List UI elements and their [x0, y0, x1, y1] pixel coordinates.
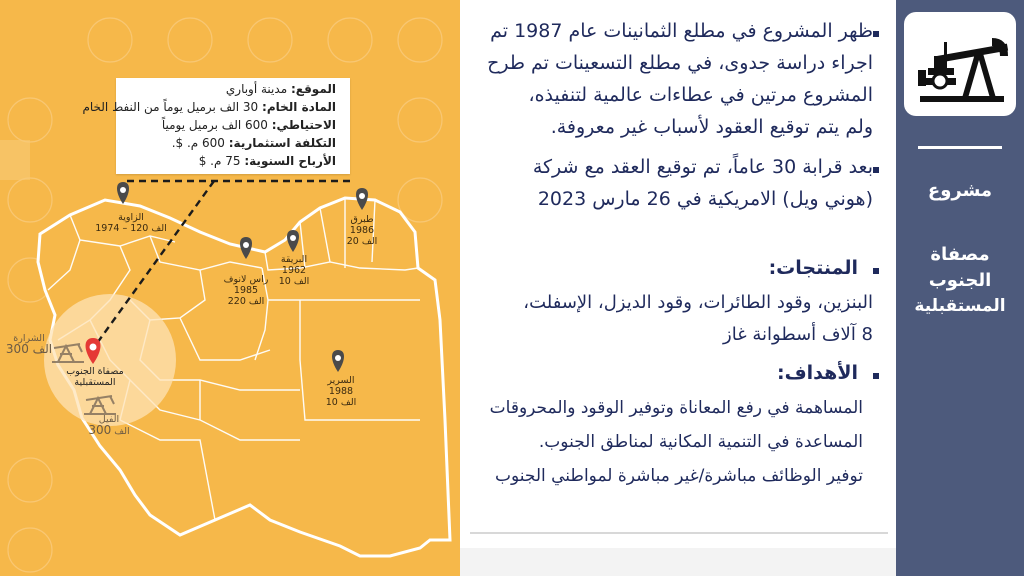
label-brega: البريقة 1962 10 الف	[278, 254, 310, 287]
label-sarir: السرير 1988 10 الف	[325, 375, 357, 408]
label-sharara: الشرارة 300 الف	[5, 333, 53, 356]
bullet-1	[873, 31, 879, 37]
label-refinery: مصفاة الجنوب المستقبلية	[66, 366, 124, 388]
p2-line-1: بعد قرابة 30 عاماً، تم توقيع العقد مع شركة	[532, 156, 873, 178]
sidebar-title-3: الجنوب	[928, 270, 992, 291]
sidebar-title-4: المستقبلية	[914, 296, 1006, 316]
products-heading: المنتجات:	[768, 257, 858, 279]
p1-line-2: اجراء دراسة جدوى، في مطلع التسعينات تم طرح	[487, 52, 873, 74]
info-location: الموقع: مدينة أوباري	[225, 82, 336, 96]
goals-line-1: المساهمة في رفع المعاناة وتوفير الوقود والمحروقات	[489, 398, 863, 418]
zawiya-pin	[117, 182, 129, 204]
goals-line-2: المساعدة في التنمية المكانية لمناطق الجنوب.	[538, 432, 863, 452]
info-profit: الأرباح السنوية: 75 م. $	[198, 154, 336, 168]
sidebar-title-1: مشروع	[927, 180, 993, 201]
bullet-4	[873, 373, 879, 379]
info-cost: التكلفة استثمارية: 600 م. $.	[171, 136, 336, 150]
p1-line-4: ولم يتم توقيع العقود لأسباب غير معروفة.	[550, 116, 873, 138]
label-raslanuf: راس لانوف 1985 220 الف	[223, 274, 269, 307]
oil-pump-icon	[904, 12, 1016, 116]
p1-line-1: ظهر المشروع في مطلع الثمانينات عام 1987 تم	[490, 20, 873, 42]
refinery-area-highlight	[44, 294, 176, 426]
icon-card	[904, 12, 1016, 116]
map-panel	[0, 0, 460, 576]
p2-line-2: (هوني ويل) الامريكية في 26 مارس 2023	[537, 188, 873, 210]
sidebar-title-2: مصفاة	[930, 244, 990, 265]
label-zawiya: الزاوية 1974 – 120 الف	[95, 212, 167, 234]
content-divider	[470, 532, 888, 534]
info-capacity: الاحتياطي: 600 الف برميل يومياً	[161, 118, 336, 132]
label-feel: الفيل 300 الف	[88, 414, 130, 437]
bullet-2	[873, 167, 879, 173]
label-tobruk: طبرق 1986 20 الف	[346, 214, 378, 247]
refinery-info-card	[82, 78, 350, 174]
content-footer-strip	[460, 548, 896, 576]
products-line-2: 8 آلاف أسطوانة غاز	[723, 324, 873, 345]
info-feed: المادة الخام: 30 الف برميل يوماً من النفط الخام	[82, 100, 336, 114]
bullet-3	[873, 268, 879, 274]
goals-heading: الأهداف:	[777, 362, 858, 384]
sidebar-divider	[918, 146, 1002, 149]
p1-line-3: المشروع مرتين في عطاءات عالمية لتنفيذه،	[528, 84, 873, 106]
goals-line-3: توفير الوظائف مباشرة/غير مباشرة لمواطني الجنوب	[494, 466, 863, 486]
decorative-strip	[0, 140, 30, 180]
products-line-1: البنزين، وقود الطائرات، وقود الديزل، الإسفلت،	[523, 292, 873, 313]
